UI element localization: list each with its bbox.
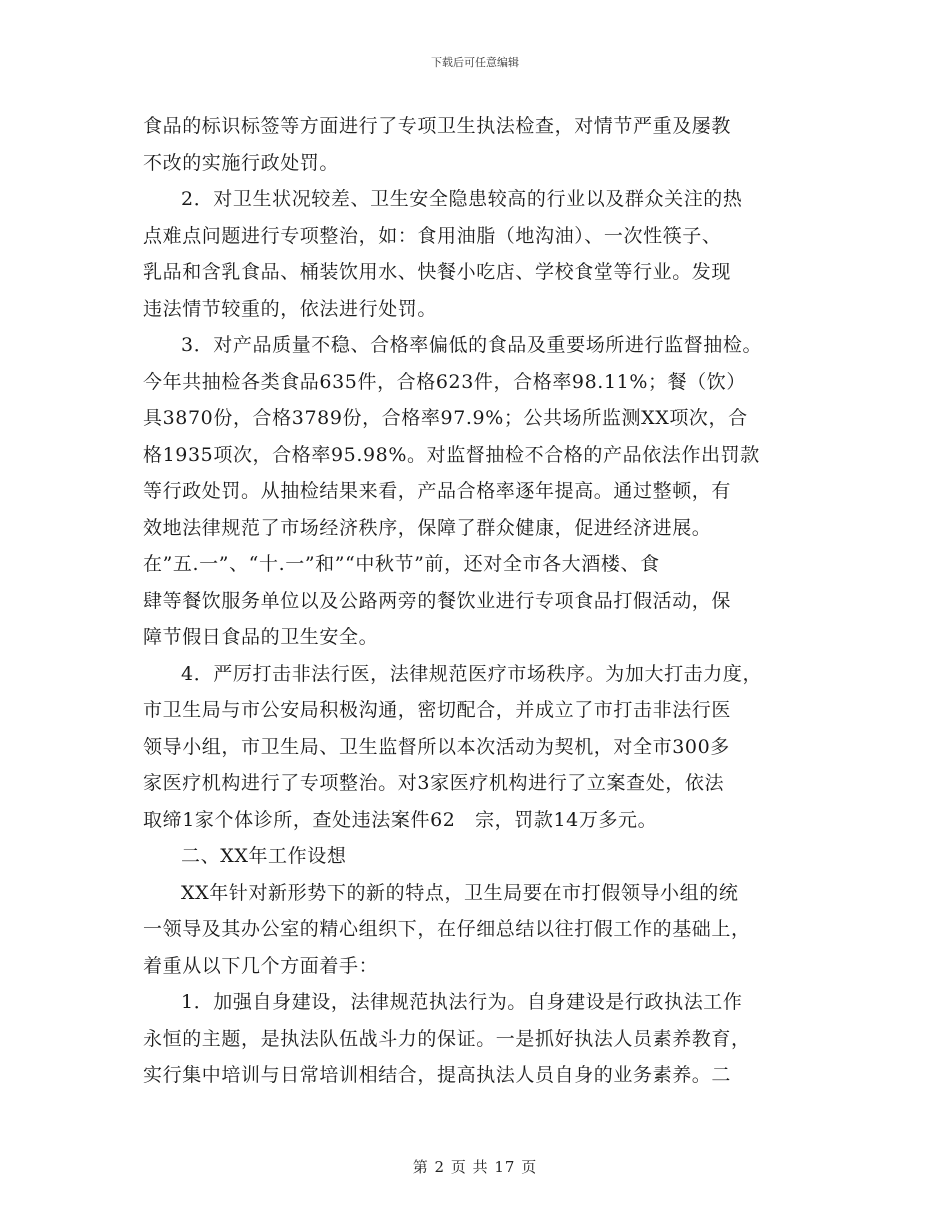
text-line: 违法情节较重的，依法进行处罚。 [143, 297, 438, 320]
text-line: 家医疗机构进行了专项整治。对3家医疗机构进行了立案查处，依法 [143, 772, 725, 794]
page-number: 第 2 页 共 17 页 [412, 1158, 538, 1176]
text-line: 4．严厉打击非法行医，法律规范医疗市场秩序。为加大打击力度， [181, 662, 763, 685]
text-line: 3．对产品质量不稳、合格率偏低的食品及重要场所进行监督抽检。 [181, 334, 763, 356]
text-line: 效地法律规范了市场经济秩序，保障了群众健康，促进经济进展。 [143, 516, 712, 539]
text-line: 格1935项次，合格率95.98%。对监督抽检不合格的产品依法作出罚款 [143, 443, 760, 466]
text-line: 永恒的主题，是执法队伍战斗力的保证。一是抓好执法人员素养教育， [143, 1027, 751, 1050]
text-line: 2．对卫生状况较差、卫生安全隐患较高的行业以及群众关注的热 [181, 188, 743, 210]
text-line: 市卫生局与市公安局积极沟通，密切配合，并成立了市打击非法行医 [143, 699, 732, 721]
document-body [143, 108, 823, 1094]
text-line: 障节假日食品的卫生安全。 [143, 626, 379, 648]
text-line: 点难点问题进行专项整治，如：食用油脂（地沟油）、一次性筷子、 [143, 224, 722, 247]
text-line: 不改的实施行政处罚。 [143, 151, 340, 174]
text-line: 1．加强自身建设，法律规范执法行为。自身建设是行政执法工作 [181, 991, 743, 1013]
text-line: 取缔1家个体诊所，查处违法案件62 宗，罚款14万多元。 [143, 808, 658, 831]
text-line: 具3870份，合格3789份，合格率97.9%；公共场所监测XX项次，合 [143, 407, 748, 429]
text-line: 实行集中培训与日常培训相结合，提高执法人员自身的业务素养。二 [143, 1064, 732, 1086]
text-line: 食品的标识标签等方面进行了专项卫生执法检查，对情节严重及屡教 [143, 115, 732, 137]
header-note: 下载后可任意编辑 [431, 56, 519, 69]
text-line: 肆等餐饮服务单位以及公路两旁的餐饮业进行专项食品打假活动，保 [143, 589, 732, 612]
text-line: 乳品和含乳食品、桶装饮用水、快餐小吃店、学校食堂等行业。发现 [143, 261, 732, 283]
text-line: 着重从以下几个方面着手： [143, 954, 379, 977]
text-line: 今年共抽检各类食品635件，合格623件，合格率98.11%；餐（饮） [143, 370, 746, 393]
text-line: 等行政处罚。从抽检结果来看，产品合格率逐年提高。通过整顿，有 [143, 480, 732, 502]
text-line: 在”五.一”、“十.一”和”“中秋节”前，还对全市各大酒楼、食 [143, 553, 660, 575]
text-line: XX年针对新形势下的新的特点，卫生局要在市打假领导小组的统 [181, 881, 739, 904]
text-line: 领导小组，市卫生局、卫生监督所以本次活动为契机，对全市300多 [143, 735, 730, 758]
text-line: 一领导及其办公室的精心组织下，在仔细总结以往打假工作的基础上， [143, 918, 751, 940]
text-line: 二、XX年工作设想 [181, 845, 347, 867]
